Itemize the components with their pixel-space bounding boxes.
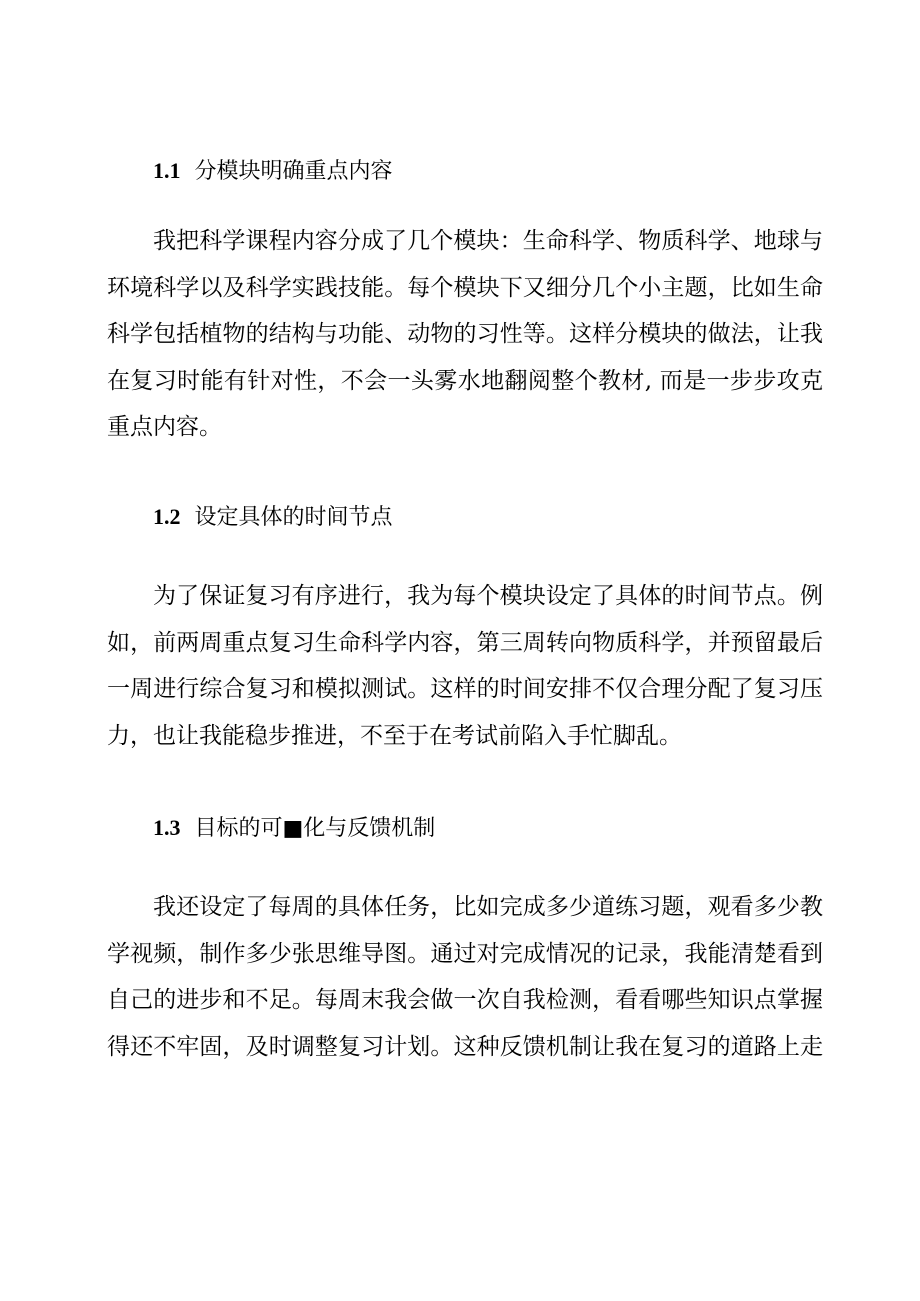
paragraph-line: 如，前两周重点复习生命科学内容，第三周转向物质科学，并预留最后 xyxy=(107,629,823,656)
section-number: 1.3 xyxy=(153,815,181,840)
section-title: 分模块明确重点内容 xyxy=(194,159,393,184)
paragraph-line: 得还不牢固，及时调整复习计划。这种反馈机制让我在复习的道路上走 xyxy=(107,1033,823,1060)
section-number: 1.1 xyxy=(153,158,181,183)
paragraph-line: 自己的进步和不足。每周末我会做一次自我检测，看看哪些知识点掌握 xyxy=(107,987,823,1013)
section-paragraph xyxy=(107,218,823,451)
paragraph-line: 力，也让我能稳步推进，不至于在考试前陷入手忙脚乱。 xyxy=(107,722,682,749)
paragraph-line: 为了保证复习有序进行，我为每个模块设定了具体的时间节点。例 xyxy=(153,583,823,609)
paragraph-line: 科学包括植物的结构与功能、动物的习性等。这样分模块的做法，让我 xyxy=(107,321,823,347)
paragraph-line: 我还设定了每周的具体任务，比如完成多少道练习题，观看多少教 xyxy=(153,894,823,920)
section-paragraph xyxy=(107,884,823,1070)
section-heading xyxy=(153,813,435,844)
paragraph-line: 环境科学以及科学实践技能。每个模块下又细分几个小主题，比如生命 xyxy=(107,274,823,301)
paragraph-line: 我把科学课程内容分成了几个模块：生命科学、物质科学、地球与 xyxy=(153,228,823,254)
paragraph-line: 在复习时能有针对性，不会一头雾水地翻阅整个教材, 而是一步步攻克 xyxy=(107,367,823,394)
paragraph-line: 一周进行综合复习和模拟测试。这样的时间安排不仅合理分配了复习压 xyxy=(107,676,823,702)
paragraph-line: 学视频，制作多少张思维导图。通过对完成情况的记录，我能清楚看到 xyxy=(107,940,823,967)
section-title: 目标的可■化与反馈机制 xyxy=(194,816,436,841)
section-heading xyxy=(153,156,393,187)
section-title: 设定具体的时间节点 xyxy=(194,505,393,530)
paragraph-line: 重点内容。 xyxy=(107,414,222,440)
section-heading xyxy=(153,502,393,533)
section-number: 1.2 xyxy=(153,504,181,529)
section-paragraph xyxy=(107,573,823,759)
